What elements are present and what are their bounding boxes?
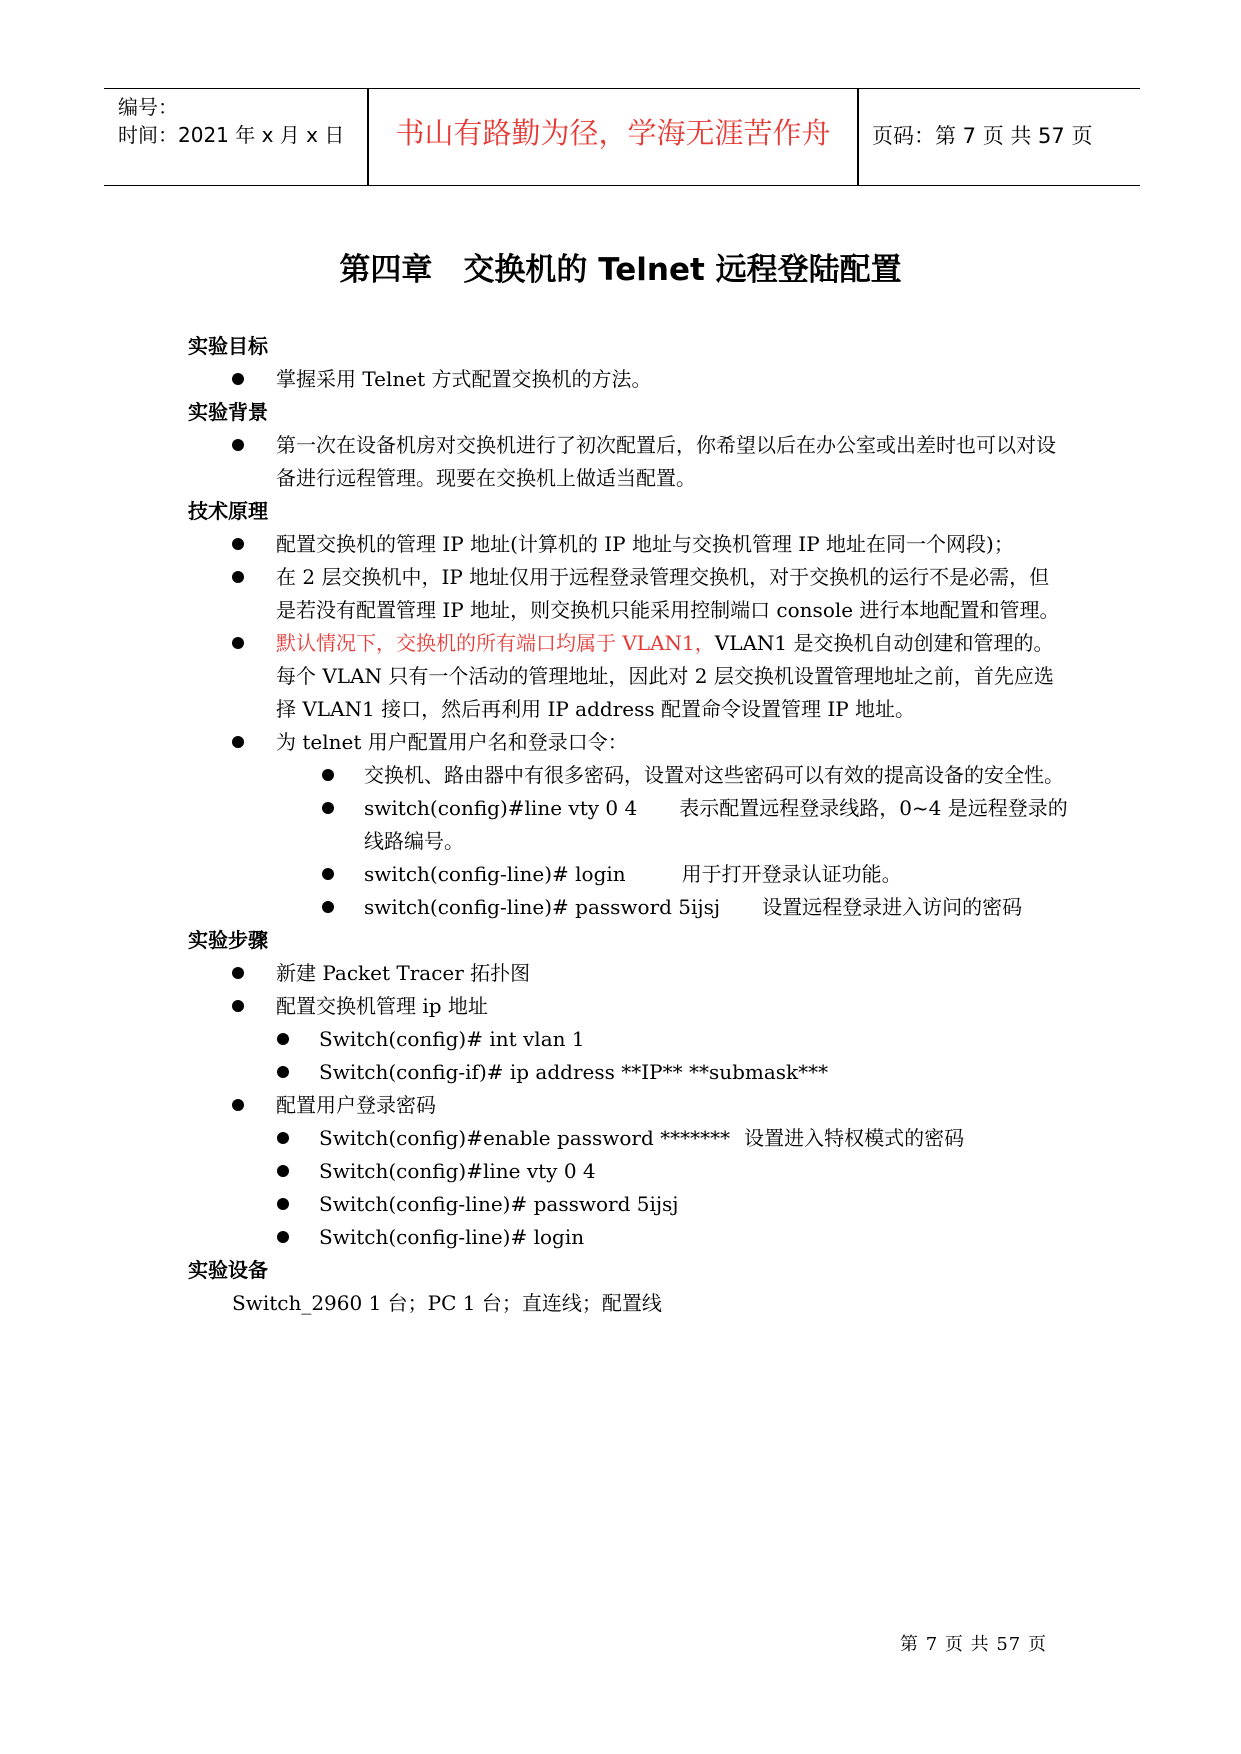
- header-page-number: 页码：第 7 页 共 57 页: [872, 124, 1093, 148]
- section-heading-equipment: 实验设备: [188, 1258, 268, 1282]
- list-item: 在 2 层交换机中，IP 地址仅用于远程登录管理交换机，对于交换机的运行不是必需，但是若没有配置管理 IP 地址，则交换机只能采用控制端口 console 进行本地配置和管理。: [188, 561, 1068, 627]
- sub-list-item: Switch(config)#enable password ******* 设置进入特权模式的密码: [188, 1122, 1068, 1155]
- command-text: switch(config)#line vty 0 4: [364, 796, 638, 820]
- sub-list-item: [188, 1023, 1068, 1056]
- bullet-icon: [232, 571, 244, 583]
- section-heading-principle: 技术原理: [188, 499, 268, 523]
- bullet-icon: [277, 1165, 289, 1177]
- page-header: [104, 88, 1140, 186]
- sub-list-item: [188, 1056, 1068, 1089]
- list-item: 配置交换机管理 ip 地址: [188, 990, 1068, 1023]
- bullet-icon: [322, 802, 334, 814]
- list-item: 配置用户登录密码: [188, 1089, 1068, 1122]
- bullet-icon: [232, 1000, 244, 1012]
- section-heading-goal: 实验目标: [188, 334, 268, 358]
- sub-list-item: switch(config)#line vty 0 4 表示配置远程登录线路，0~4 是远程登录的线路编号。: [188, 792, 1068, 858]
- list-item: 新建 Packet Tracer 拓扑图: [188, 957, 1068, 990]
- header-meta: [118, 93, 344, 149]
- command-text: Switch(config-if)# ip address **IP** **submask***: [319, 1060, 829, 1084]
- command-text: Switch(config-line)# login: [319, 1225, 585, 1249]
- page-footer: 第 7 页 共 57 页: [900, 1634, 1047, 1655]
- equipment-text: Switch_2960 1 台；PC 1 台；直连线；配置线: [232, 1291, 662, 1315]
- bullet-icon: [232, 637, 244, 649]
- list-item: 掌握采用 Telnet 方式配置交换机的方法。: [188, 363, 1068, 396]
- list-item: 配置交换机的管理 IP 地址(计算机的 IP 地址与交换机管理 IP 地址在同一个网段)；: [188, 528, 1068, 561]
- bullet-icon: [322, 868, 334, 880]
- bullet-icon: [277, 1066, 289, 1078]
- command-text: Switch(config)#enable password *******: [319, 1126, 731, 1150]
- document-body: [188, 330, 1068, 1320]
- command-text: switch(config-line)# login: [364, 862, 626, 886]
- sub-list-item: [188, 1155, 1068, 1188]
- bullet-icon: [232, 439, 244, 451]
- command-text: Switch(config)# int vlan 1: [319, 1027, 585, 1051]
- list-item: 为 telnet 用户配置用户名和登录口令：: [188, 726, 1068, 759]
- chapter-title: 第四章 交换机的 Telnet 远程登陆配置: [339, 252, 902, 288]
- sub-list-item: [188, 1221, 1068, 1254]
- bullet-icon: [232, 1099, 244, 1111]
- bullet-icon: [232, 538, 244, 550]
- sub-list-item: switch(config-line)# password 5ijsj 设置远程登录进入访问的密码: [188, 891, 1068, 924]
- bullet-icon: [277, 1132, 289, 1144]
- list-item: 默认情况下，交换机的所有端口均属于 VLAN1，VLAN1 是交换机自动创建和管理的。每个 VLAN 只有一个活动的管理地址，因此对 2 层交换机设置管理地址之前，首先应选择 VLAN1 接口，然后再利用 IP address 配置命令设置管理 IP 地址。: [188, 627, 1068, 726]
- header-divider: [857, 89, 859, 185]
- number-label: 编号：: [118, 95, 178, 119]
- command-text: Switch(config-line)# password 5ijsj: [319, 1192, 679, 1216]
- header-motto: 书山有路勤为径，学海无涯苦作舟: [395, 116, 831, 150]
- command-text: Switch(config)#line vty 0 4: [319, 1159, 596, 1183]
- time-label: 时间：2021 年 x 月 x 日: [118, 123, 345, 147]
- command-text: switch(config-line)# password 5ijsj: [364, 895, 721, 919]
- section-heading-background: 实验背景: [188, 400, 268, 424]
- bullet-icon: [322, 769, 334, 781]
- bullet-icon: [322, 901, 334, 913]
- list-item: 第一次在设备机房对交换机进行了初次配置后，你希望以后在办公室或出差时也可以对设备进行远程管理。现要在交换机上做适当配置。: [188, 429, 1068, 495]
- sub-list-item: 交换机、路由器中有很多密码，设置对这些密码可以有效的提高设备的安全性。: [188, 759, 1068, 792]
- section-heading-steps: 实验步骤: [188, 928, 268, 952]
- bullet-icon: [232, 373, 244, 385]
- bullet-icon: [277, 1198, 289, 1210]
- bullet-icon: [232, 967, 244, 979]
- highlight-text: 默认情况下，交换机的所有端口均属于 VLAN1，: [276, 631, 715, 655]
- bullet-icon: [232, 736, 244, 748]
- bullet-icon: [277, 1231, 289, 1243]
- sub-list-item: [188, 1188, 1068, 1221]
- bullet-icon: [277, 1033, 289, 1045]
- sub-list-item: switch(config-line)# login 用于打开登录认证功能。: [188, 858, 1068, 891]
